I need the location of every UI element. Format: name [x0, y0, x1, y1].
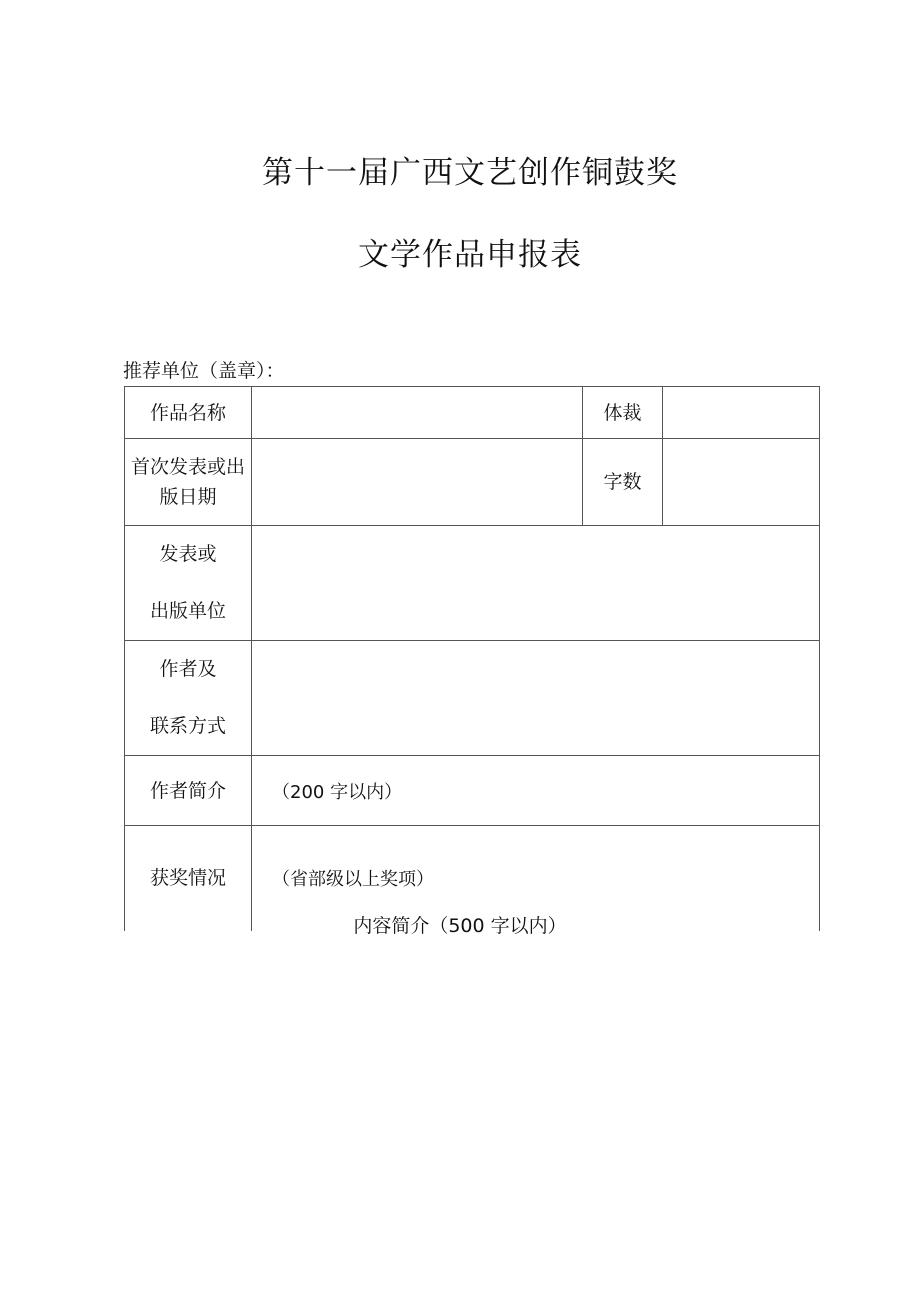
form-title-line-1: 第十一届广西文艺创作铜鼓奖 [262, 155, 678, 191]
word-count-field[interactable] [663, 439, 820, 526]
awards-field[interactable]: （省部级以上奖项） [252, 826, 820, 931]
first-pub-date-label-line-1: 首次发表或出 [130, 456, 245, 478]
row-work-name [125, 387, 820, 439]
word-count-label: 字数 [583, 439, 663, 526]
row-author-bio [125, 756, 820, 826]
author-bio-field[interactable]: （200 字以内） [252, 756, 820, 826]
first-pub-date-label-line-2: 版日期 [159, 486, 217, 508]
first-pub-date-label [125, 439, 252, 526]
work-name-field[interactable] [252, 387, 583, 439]
author-contact-field[interactable] [252, 641, 820, 756]
application-form-table [124, 386, 820, 931]
row-author-contact [125, 641, 820, 756]
row-publisher [125, 526, 820, 641]
form-title-line-2: 文学作品申报表 [358, 237, 582, 273]
genre-field[interactable] [663, 387, 820, 439]
content-intro-heading: 内容简介（500 字以内） [353, 915, 567, 937]
publisher-label-line-2: 出版单位 [149, 600, 226, 622]
publisher-label-line-1: 发表或 [159, 543, 217, 565]
publisher-label [125, 526, 252, 641]
recommender-label: 推荐单位（盖章）： [123, 360, 285, 382]
author-contact-label [125, 641, 252, 756]
author-contact-label-line-1: 作者及 [159, 658, 217, 680]
author-bio-label: 作者简介 [125, 756, 252, 826]
author-contact-label-line-2: 联系方式 [149, 715, 226, 737]
first-pub-date-field[interactable] [252, 439, 583, 526]
genre-label: 体裁 [583, 387, 663, 439]
row-first-pub-date [125, 439, 820, 526]
publisher-field[interactable] [252, 526, 820, 641]
awards-label: 获奖情况 [125, 826, 252, 931]
work-name-label: 作品名称 [125, 387, 252, 439]
